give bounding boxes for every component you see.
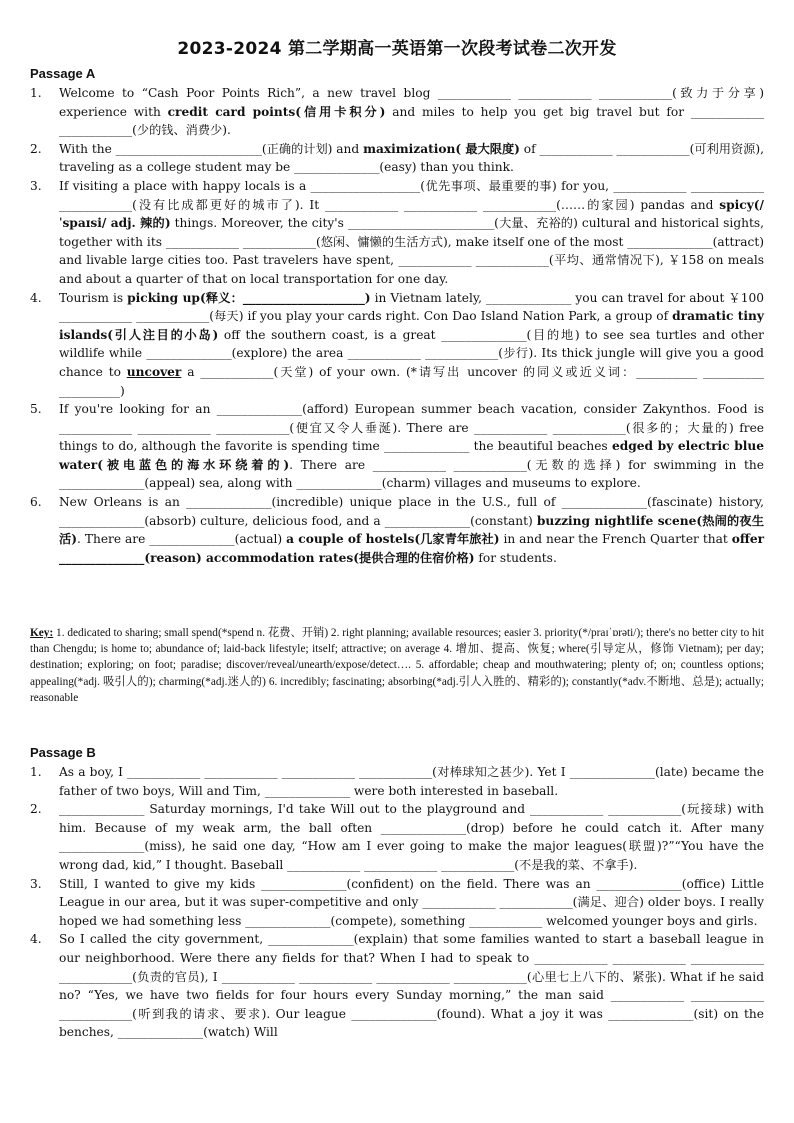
question-number: 2. xyxy=(30,141,42,156)
question-number: 2. xyxy=(30,802,42,817)
question-item xyxy=(30,800,764,874)
question-text: Welcome to “Cash Poor Points Rich”, a new travel blog ____________ ____________ ____________(致力于分享) experience with credit card points(信用卡积分) and miles to help you get big travel but for ____________ ____________(少的钱、消费少). xyxy=(59,86,764,138)
question-item xyxy=(30,875,764,931)
question-number: 4. xyxy=(30,290,42,305)
question-number: 6. xyxy=(30,495,42,510)
passage-b-label: Passage B xyxy=(30,745,96,760)
question-number: 3. xyxy=(30,178,42,193)
question-number: 4. xyxy=(30,932,42,947)
question-item xyxy=(30,84,764,140)
question-text: New Orleans is an ______________(incredible) unique place in the U.S., full of ______________(fascinate) history, ______________(absorb) culture, delicious food, and a ______________(constant) buzzing nightlife scene(热闹的夜生活). There are ______________(actual) a couple of hostels(几家青年旅社) in and near the French Quarter that offer ______________(reason) accommodation rates(提供合理的住宿价格) for students. xyxy=(59,495,765,565)
question-text: Tourism is picking up(释义：____________________) in Vietnam lately, ______________ you can travel for about ￥100 ____________ ____________(每天) if you play your cards right. Con Dao Island Nation Park, a group of dramatic tiny islands(引人注目的小岛) off the southern coast, is a great ______________(目的地) to see sea turtles and other wildlife while ______________(explore) the area ____________ ____________(步行). Its thick jungle will give you a good chance to uncover a ____________(天堂) of your own. (*请写出 uncover 的同义或近义词：__________ __________ __________) xyxy=(59,290,765,398)
passage-a-items xyxy=(30,84,764,567)
answer-key-label: Key: xyxy=(30,627,54,639)
question-item xyxy=(30,763,764,800)
question-text: If visiting a place with happy locals is a __________________(优先事项、最重要的事) for you, ____________ ____________ ____________(没有比成都更好的城市了). It ____________ ____________ ____________(……的家园) pandas and spicy(/ˈspaɪsi/ adj. 辣的) things. Moreover, the city's ________________________(大量、充裕的) cultural and historical sights, together with its ____________ ____________(悠闲、慵懒的生活方式), make itself one of the most ______________(attract) and livable large cities too. Past travelers have spent, ____________ ____________(平均、通常情况下), ￥158 on meals and about a quarter of that on local transportation for one day. xyxy=(59,178,765,286)
question-number: 1. xyxy=(30,765,42,779)
question-item xyxy=(30,140,764,177)
question-number: 5. xyxy=(30,402,42,417)
question-text: With the ________________________(正确的计划) and maximization( 最大限度) of ____________ ____________(可利用资源), traveling as a college student may be ______________(easy) than you think. xyxy=(59,141,765,175)
passage-b-items xyxy=(30,763,764,1042)
question-item xyxy=(30,289,764,401)
passage-a-label: Passage A xyxy=(30,66,96,81)
question-text: So I called the city government, ______________(explain) that some families wanted to start a baseball league in our neighborhood. Were there any fields for that? When I had to speak to ____________ ____________ ____________ ____________(负责的官员), I ____________ ____________ ____________ ____________(心里七上八下的、紧张). What if he said no? “Yes, we have two fields for four hours every Sunday morning,” the man said ____________ ____________ ____________(听到我的请求、要求). Our league ______________(found). What a joy it was ______________(sit) on the benches, ______________(watch) Will xyxy=(59,932,764,1040)
question-item xyxy=(30,400,764,493)
question-number: 1. xyxy=(30,86,42,100)
answer-key-text: 1. dedicated to sharing; small spend(*spend n. 花费、开销) 2. right planning; available resources; easier 3. priority(*/praɪˈɒrəti/); there's no better city to hit than Chengdu; is home to; abundance of; laid-back lifestyle; itself; attractive; on average 4. 增加、提高、恢复; where(引导定从，修饰 Vietnam); per day; destination; exploring; on foot; paradise; discover/reveal/unearth/expose/detect…. 5. affordable; cheap and mouthwatering; plenty of; on; countless options; appealing(*adj. 吸引人的); charming(*adj.迷人的) 6. incredibly; fascinating; absorbing(*adj.引人入胜的、精彩的); constantly(*adv.不断地、总是); actually; reasonable xyxy=(30,627,764,704)
question-text: Still, I wanted to give my kids ______________(confident) on the field. There was an ______________(office) Little League in our area, but it was super-competitive and only ____________ ____________(满足、迎合) older boys. I really hoped we had something less ______________(compete), something ____________ welcomed younger boys and girls. xyxy=(59,876,764,928)
answer-key xyxy=(30,625,764,706)
question-text: As a boy, I ____________ ____________ ____________ ____________(对棒球知之甚少). Yet I ______________(late) became the father of two boys, Will and Tim, ______________ were both interested in baseball. xyxy=(59,765,764,798)
question-number: 3. xyxy=(30,876,42,891)
question-text: ______________ Saturday mornings, I'd take Will out to the playground and ____________ ____________(玩接球) with him. Because of my weak arm, the ball often ______________(drop) before he could catch it. After many ______________(miss), he said one day, “How am I ever going to make the major leagues(联盟)?”“You have the wrong dad, kid,” I thought. Baseball ____________ ____________ ____________(不是我的菜、不拿手). xyxy=(59,802,764,872)
page-title: 2023-2024 第二学期高一英语第一次段考试卷二次开发 xyxy=(177,39,617,59)
question-item xyxy=(30,930,764,1042)
question-text: If you're looking for an ______________(afford) European summer beach vacation, consider Zakynthos. Food is ____________ ____________ ____________(便宜又令人垂涎). There are ____________ ____________(很多的；大量的) free things to do, although the favorite is spending time ______________ the beautiful beaches edged by electric blue water(被电蓝色的海水环绕着的). There are ____________ ____________(无数的选择) for swimming in the ______________(appeal) sea, along with ______________(charm) villages and museums to explore. xyxy=(59,402,764,491)
question-item xyxy=(30,177,764,289)
question-item xyxy=(30,493,764,567)
